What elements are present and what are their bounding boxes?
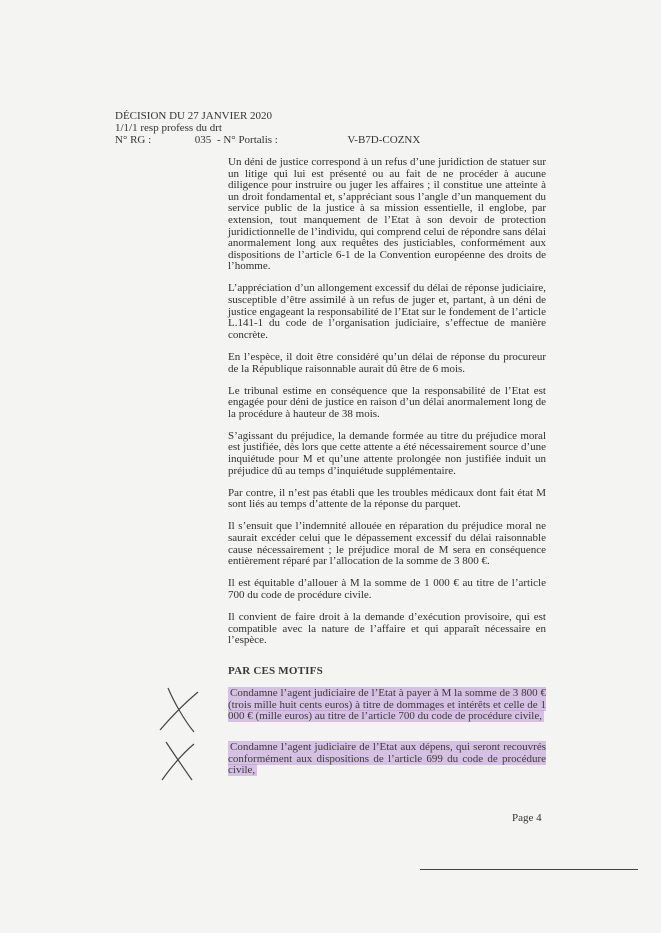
paragraph: Il convient de faire droit à la demande d’exécution provisoire, qui est compatible avec la nature de l’affaire et qui apparaît nécessaire en l’espèce. bbox=[228, 611, 546, 647]
paragraph: Un déni de justice correspond à un refus d’une juridiction de statuer sur un litige qui lui est présenté ou au fait de ne procéder à aucune diligence pour instruire ou juger les affaires ; il constitue une atteinte à un droit fondamental et, s’appréciant sous l’angle d’un manquement du service public de la justice à sa mission essentielle, il englobe, par extension, tout manquement de l’Etat à son devoir de protection juridictionnelle de l’individu, qui comprend celui de répondre sans délai anormalement long aux requêtes des justiciables, conformément aux dispositions de l’article 6-1 de la Convention européenne des droits de l’homme. bbox=[228, 156, 546, 273]
document-header bbox=[115, 110, 420, 146]
portalis-value: V-B7D-COZNX bbox=[347, 134, 421, 146]
handwritten-cross-marks bbox=[150, 680, 210, 790]
decision-paragraph bbox=[228, 688, 546, 723]
paragraph: Le tribunal estime en conséquence que la responsabilité de l’Etat est engagée pour déni de justice en raison d’un délai anormalement long de la procédure à hauteur de 38 mois. bbox=[228, 384, 546, 420]
paragraph: Il s’ensuit que l’indemnité allouée en réparation du préjudice moral ne saurait excéder celui que le dépassement excessif du délai raisonnable cause nécessairement ; le préjudice moral de M sera en conséquence entièrement réparé par l’allocation de la somme de 3 800 €. bbox=[228, 520, 546, 568]
decision-date: DÉCISION DU 27 JANVIER 2020 bbox=[115, 110, 273, 122]
rg-label: N° RG : bbox=[115, 134, 152, 146]
decision-paragraph bbox=[228, 742, 546, 777]
portalis-label: - N° Portalis : bbox=[216, 134, 278, 146]
chamber-reference: 1/1/1 resp profess du drt bbox=[115, 122, 222, 134]
paragraph: Il est équitable d’allouer à M la somme de 1 000 € au titre de l’article 700 du code de procédure civile. bbox=[228, 577, 546, 601]
paragraph: En l’espèce, il doit être considéré qu’un délai de réponse du procureur de la République raisonnable aurait dû être de 6 mois. bbox=[228, 350, 546, 375]
case-reference-row bbox=[115, 134, 420, 146]
paragraph: Par contre, il n’est pas établi que les troubles médicaux dont fait état M sont liés au temps d’attente de la réponse du parquet. bbox=[228, 486, 546, 511]
section-title-motifs: PAR CES MOTIFS bbox=[228, 665, 323, 677]
highlighted-text: Condamne l’agent judiciaire de l’Etat aux dépens, qui seront recouvrés conformément aux dispositions de l’article 699 du code de procédure civile, bbox=[228, 741, 546, 777]
reasoning-section bbox=[228, 157, 546, 657]
page-number: Page 4 bbox=[512, 812, 542, 824]
rg-value: 035 bbox=[194, 134, 212, 146]
paragraph: L’appréciation d’un allongement excessif du délai de réponse judiciaire, susceptible d’être assimilé à un refus de juger et, partant, à un déni de justice engageant la responsabilité de l’Etat sur le fondement de l’article L.141-1 du code de l’organisation judiciaire, s’effectue de manière concrète. bbox=[228, 282, 546, 341]
footer-rule bbox=[420, 869, 638, 870]
paragraph: S’agissant du préjudice, la demande formée au titre du préjudice moral est justifiée, dès lors que cette attente a été nécessairement source d’une inquiétude pour M et qu’une attente prolongée non justifiée induit un préjudice dû au temps d’inquiétude supplémentaire. bbox=[228, 429, 546, 477]
highlighted-text: Condamne l’agent judiciaire de l’Etat à payer à M la somme de 3 800 € (trois mille huit cents euros) à titre de dommages et intérêts et celle de 1 000 € (mille euros) au titre de l’article 700 du code de procédure civile, bbox=[228, 687, 546, 723]
